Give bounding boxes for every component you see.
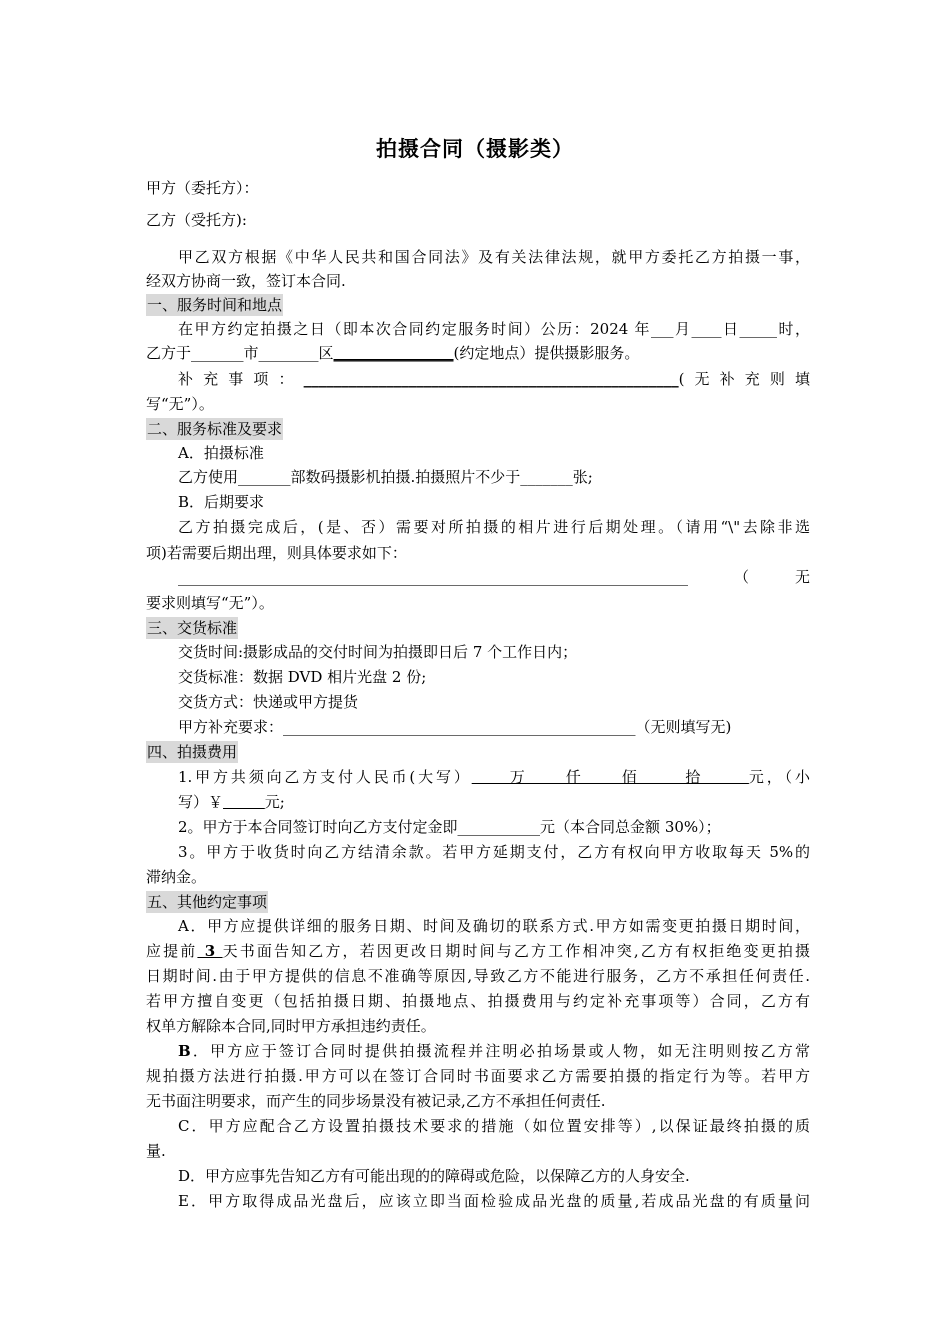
supplement-note: (无补充则填 <box>678 370 810 388</box>
s1-place-line <box>146 342 810 364</box>
s1-supplement-line <box>178 368 810 390</box>
section-5-heading-row <box>146 891 810 913</box>
post-processing-note: （无 <box>688 568 810 586</box>
section-1-heading-row <box>146 294 810 316</box>
day-blank: ____ <box>691 320 722 338</box>
s2-b-title: B．后期要求 <box>178 493 265 511</box>
supplement-blank: __________________________________________________ <box>303 370 679 388</box>
delivery-time: 交货时间:摄影成品的交付时间为拍摄即日后 7 个工作日内； <box>178 643 578 661</box>
s5-c-line-2: 量. <box>146 1142 166 1160</box>
s5-b-line-3: 无书面注明要求，而产生的同步场景没有被记录,乙方不承担任何责任. <box>146 1092 606 1110</box>
fee-yuan: 元; <box>264 793 285 811</box>
fee-uppercase-label: 1.甲方共须向乙方支付人民币(大写） <box>178 768 472 786</box>
s5-a-line-1: A．甲方应提供详细的服务日期、时间及确切的联系方式.甲方如需变更拍摄日期时间， <box>178 917 810 935</box>
s1-date-text: 在甲方约定拍摄之日（即本次合同约定服务时间）公历：2024 年 <box>178 320 652 338</box>
extra-blank: _______________________________________________ <box>283 718 636 736</box>
post-processing-blank: ____________________________________________________________________ <box>178 568 688 586</box>
s2-b-line-1: 乙方拍摄完成后，(是、否）需要对所拍摄的相片进行后期处理。（请用“\"去除非选 <box>178 518 810 536</box>
extra-label: 甲方补充要求： <box>178 718 284 736</box>
section-5-heading: 五、其他约定事项 <box>147 893 268 911</box>
photo-count-blank: _______ <box>520 468 573 486</box>
delivery-method: 交货方式：快递或甲方提货 <box>178 693 359 711</box>
month-label: 月 <box>673 320 692 338</box>
s5-a-line-3: 日期时间.由于甲方提供的信息不准确等原因,导致乙方不能进行服务，乙方不承担任何责任. <box>146 967 810 985</box>
camera-count-blank: _______ <box>238 468 291 486</box>
notice-days: 3 <box>197 942 223 960</box>
place-prefix: 乙方于 <box>146 344 192 362</box>
photo-unit: 张; <box>572 468 593 486</box>
s2-a-line <box>178 466 810 488</box>
party-a-line: 甲方（委托方）： <box>146 179 259 197</box>
s2-b-line-4: 要求则填写“无”）。 <box>146 594 274 612</box>
deposit-note: 元（本合同总金额 30%）； <box>540 818 721 836</box>
document-title: 拍摄合同（摄影类） <box>376 137 574 161</box>
s5-c-line-1: C．甲方应配合乙方设置拍摄技术要求的措施（如位置安排等）,以保证最终拍摄的质 <box>178 1117 810 1135</box>
fee-amount-blank <box>223 793 265 811</box>
notice-text: 天书面告知乙方，若因更改日期时间与乙方工作相冲突,乙方有权拒绝变更拍摄 <box>222 942 810 960</box>
place-suffix: (约定地点）提供摄影服务。 <box>453 344 640 362</box>
s2-b-line-3 <box>178 566 810 588</box>
fee-line-4: 3。甲方于收货时向乙方结清余款。若甲方延期支付，乙方有权向甲方收取每天 5%的 <box>178 843 810 861</box>
s5-a-line-4: 若甲方擅自变更（包括拍摄日期、拍摄地点、拍摄费用与约定补充事项等）合同，乙方有 <box>146 992 810 1010</box>
party-b-line: 乙方（受托方): <box>146 211 247 229</box>
s1-supplement-line-2: 写“无”）。 <box>146 395 214 413</box>
camera-prefix: 乙方使用 <box>178 468 239 486</box>
fee-uppercase-blank: 万 仟 佰 拾 <box>471 768 749 786</box>
fee-line-5: 滞纳金。 <box>146 868 207 886</box>
fee-line-2 <box>178 791 810 813</box>
hour-blank: _____ <box>739 320 778 338</box>
deposit-label: 2。甲方于本合同签订时向乙方支付定金即 <box>178 818 458 836</box>
hour-label: 时， <box>777 320 810 338</box>
section-3-heading: 三、交货标准 <box>147 619 238 637</box>
section-1-heading: 一、服务时间和地点 <box>147 296 283 314</box>
s5-b-line-2: 规拍摄方法进行拍摄.甲方可以在签订合同时书面要求乙方需要拍摄的指定行为等。若甲方 <box>146 1067 810 1085</box>
section-2-heading-row <box>146 418 810 440</box>
s5-a-line-2 <box>146 940 810 962</box>
s2-b-line-2: 项)若需要后期出理，则具体要求如下： <box>146 544 407 562</box>
clause-b-letter: B <box>178 1042 191 1060</box>
fee-yen-label: 写）￥ <box>178 793 224 811</box>
s2-a-title: A．拍摄标准 <box>178 444 264 462</box>
s5-e-line-1: E．甲方取得成品光盘后，应该立即当面检验成品光盘的质量,若成品光盘的有质量问 <box>178 1192 810 1210</box>
day-label: 日 <box>721 320 740 338</box>
month-blank: ___ <box>651 320 674 338</box>
section-3-heading-row <box>146 617 810 639</box>
fee-lowercase-label: 元，（小 <box>748 768 810 786</box>
camera-text: 部数码摄影机拍摄.拍摄照片不少于 <box>290 468 521 486</box>
delivery-extra <box>178 716 810 738</box>
s5-d-line-1: D．甲方应事先告知乙方有可能出现的的障碍或危险，以保障乙方的人身安全. <box>178 1167 690 1185</box>
intro-line-1: 甲乙双方根据《中华人民共和国合同法》及有关法律法规，就甲方委托乙方拍摄一事， <box>178 248 810 266</box>
s5-b-line-1 <box>178 1040 810 1062</box>
clause-b-text: ．甲方应于签订合同时提供拍摄流程并注明必拍场景或人物，如无注明则按乙方常 <box>190 1042 810 1060</box>
section-4-heading-row <box>146 741 810 763</box>
s1-date-line <box>178 318 810 340</box>
extra-note: （无则填写无) <box>635 718 732 736</box>
place-blank: ________________ <box>333 344 454 362</box>
notice-prefix: 应提前 <box>146 942 198 960</box>
section-4-heading: 四、拍摄费用 <box>147 743 238 761</box>
fee-line-1 <box>178 766 810 788</box>
deposit-blank: ___________ <box>457 818 541 836</box>
city-label: 市 <box>243 344 259 362</box>
section-2-heading: 二、服务标准及要求 <box>147 420 283 438</box>
s5-a-line-5: 权单方解除本合同,同时甲方承担违约责任。 <box>146 1017 436 1035</box>
district-label: 区 <box>318 344 334 362</box>
delivery-standard: 交货标准：数据 DVD 相片光盘 2 份; <box>178 668 427 686</box>
fee-line-3 <box>178 816 810 838</box>
district-blank: ________ <box>258 344 319 362</box>
intro-line-2: 经双方协商一致，签订本合同. <box>146 272 346 290</box>
supplement-label: 补充事项： <box>178 370 304 388</box>
city-blank: _______ <box>191 344 244 362</box>
